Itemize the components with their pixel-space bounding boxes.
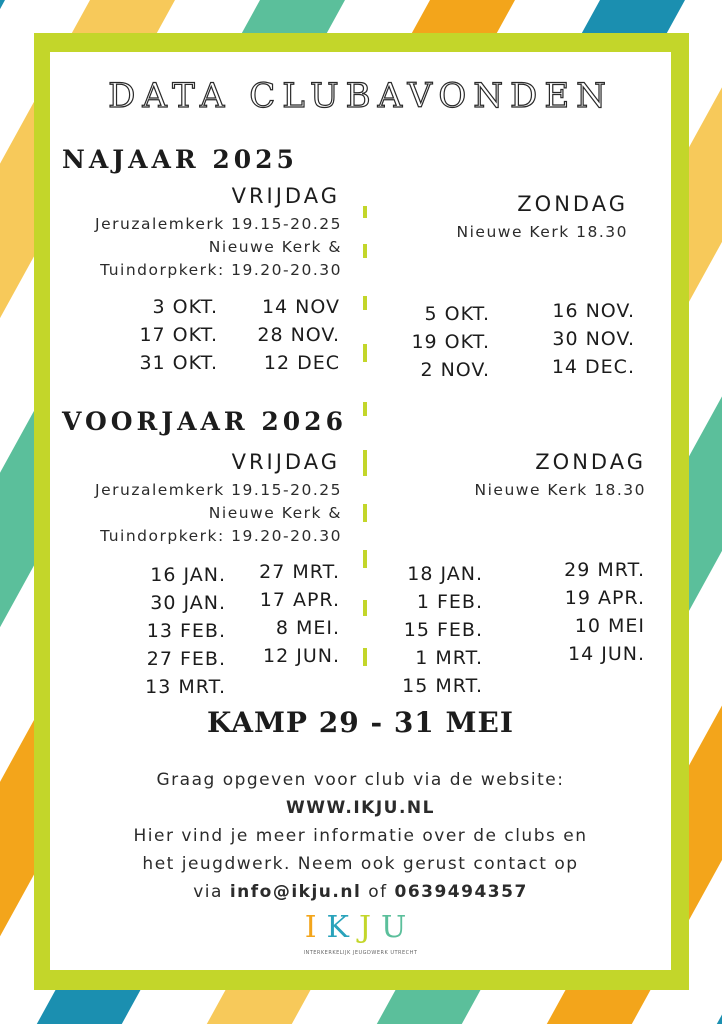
- divider-dash: [363, 648, 367, 666]
- logo-tagline: INTERKERKELIJK JEUGDWERK UTRECHT: [303, 950, 418, 956]
- voorjaar-vrijdag-line2: Nieuwe Kerk &: [208, 504, 342, 522]
- divider-dash: [363, 344, 367, 362]
- najaar-vrijdag-line3: Tuindorpkerk: 19.20-20.30: [100, 261, 342, 279]
- date-item: 12 JUN.: [263, 645, 340, 667]
- voorjaar-heading: VOORJAAR 2026: [62, 407, 347, 436]
- divider-dash: [363, 504, 367, 522]
- voorjaar-zondag-line1: Nieuwe Kerk 18.30: [474, 481, 646, 499]
- footer-line-4: het jeugdwerk. Neem ook gerust contact op: [142, 854, 579, 874]
- date-item: 2 NOV.: [420, 359, 490, 381]
- date-item: 14 JUN.: [568, 643, 645, 665]
- voorjaar-zondag-dates-col2: [564, 556, 645, 668]
- voorjaar-zondag-dates-col1: [402, 560, 483, 700]
- date-item: 18 JAN.: [407, 563, 483, 585]
- najaar-heading: NAJAAR 2025: [62, 145, 298, 174]
- date-item: 15 FEB.: [403, 619, 483, 641]
- ikju-logo: [50, 910, 671, 945]
- voorjaar-vrijdag-label: VRIJDAG: [231, 450, 340, 474]
- divider-dash: [363, 244, 367, 258]
- date-item: 8 MEI.: [275, 617, 340, 639]
- voorjaar-vrijdag-line1: Jeruzalemkerk 19.15-20.25: [95, 481, 342, 499]
- date-item: 12 DEC: [263, 352, 340, 374]
- date-item: 30 JAN.: [150, 592, 226, 614]
- date-item: 15 MRT.: [402, 675, 483, 697]
- logo-letter: K: [326, 910, 359, 945]
- date-item: 14 NOV: [261, 296, 340, 318]
- date-item: 29 MRT.: [564, 559, 645, 581]
- logo-letter: I: [304, 910, 327, 945]
- date-item: 17 OKT.: [139, 324, 218, 346]
- date-item: 31 OKT.: [139, 352, 218, 374]
- voorjaar-vrijdag-dates-col2: [259, 558, 340, 670]
- najaar-zondag-dates-col2: [552, 297, 635, 381]
- divider-dash: [363, 296, 367, 310]
- najaar-vrijdag-line2: Nieuwe Kerk &: [208, 238, 342, 256]
- voorjaar-vrijdag-line3: Tuindorpkerk: 19.20-20.30: [100, 527, 342, 545]
- date-item: 30 NOV.: [552, 328, 635, 350]
- divider-dash: [363, 402, 367, 416]
- footer-contact-line: [50, 878, 671, 907]
- date-item: 16 NOV.: [552, 300, 635, 322]
- date-item: 10 MEI: [574, 615, 645, 637]
- najaar-vrijdag-dates-col1: [139, 293, 218, 377]
- footer-line-3: Hier vind je meer informatie over de clubs en: [133, 826, 588, 846]
- date-item: 16 JAN.: [150, 564, 226, 586]
- najaar-zondag-dates-col1: [411, 300, 490, 384]
- email-link[interactable]: info@ikju.nl: [229, 882, 362, 902]
- kamp-banner: KAMP 29 - 31 MEI: [207, 706, 514, 739]
- voorjaar-vrijdag-dates-col1: [145, 561, 226, 701]
- date-item: 19 APR.: [564, 587, 645, 609]
- date-item: 3 OKT.: [152, 296, 218, 318]
- najaar-vrijdag-dates-col2: [257, 293, 340, 377]
- najaar-zondag-line1: Nieuwe Kerk 18.30: [456, 223, 628, 241]
- of-text: of: [368, 882, 388, 902]
- date-item: 14 DEC.: [551, 356, 635, 378]
- phone-number[interactable]: 0639494357: [394, 882, 528, 902]
- date-item: 19 OKT.: [411, 331, 490, 353]
- page-title: DATA CLUBAVONDEN: [108, 76, 613, 116]
- logo-letter: J: [358, 910, 381, 945]
- website-text[interactable]: WWW.IKJU.NL: [286, 798, 435, 818]
- footer-line-1: Graag opgeven voor club via de website:: [156, 770, 565, 790]
- voorjaar-zondag-label: ZONDAG: [535, 450, 646, 474]
- divider-dash: [363, 550, 367, 568]
- date-item: 5 OKT.: [424, 303, 490, 325]
- via-text: via: [193, 882, 223, 902]
- logo-letter: U: [381, 910, 417, 945]
- date-item: 27 FEB.: [146, 648, 226, 670]
- date-item: 1 FEB.: [416, 591, 483, 613]
- date-item: 28 NOV.: [257, 324, 340, 346]
- date-item: 13 FEB.: [146, 620, 226, 642]
- divider-dash: [363, 450, 367, 476]
- date-item: 17 APR.: [259, 589, 340, 611]
- website-link[interactable]: [50, 794, 671, 823]
- divider-dash: [363, 206, 367, 218]
- najaar-vrijdag-label: VRIJDAG: [231, 184, 340, 208]
- najaar-zondag-label: ZONDAG: [517, 192, 628, 216]
- divider-dash: [363, 600, 367, 616]
- poster-panel: [50, 52, 671, 970]
- date-item: 1 MRT.: [415, 647, 483, 669]
- date-item: 13 MRT.: [145, 676, 226, 698]
- najaar-vrijdag-line1: Jeruzalemkerk 19.15-20.25: [95, 215, 342, 233]
- date-item: 27 MRT.: [259, 561, 340, 583]
